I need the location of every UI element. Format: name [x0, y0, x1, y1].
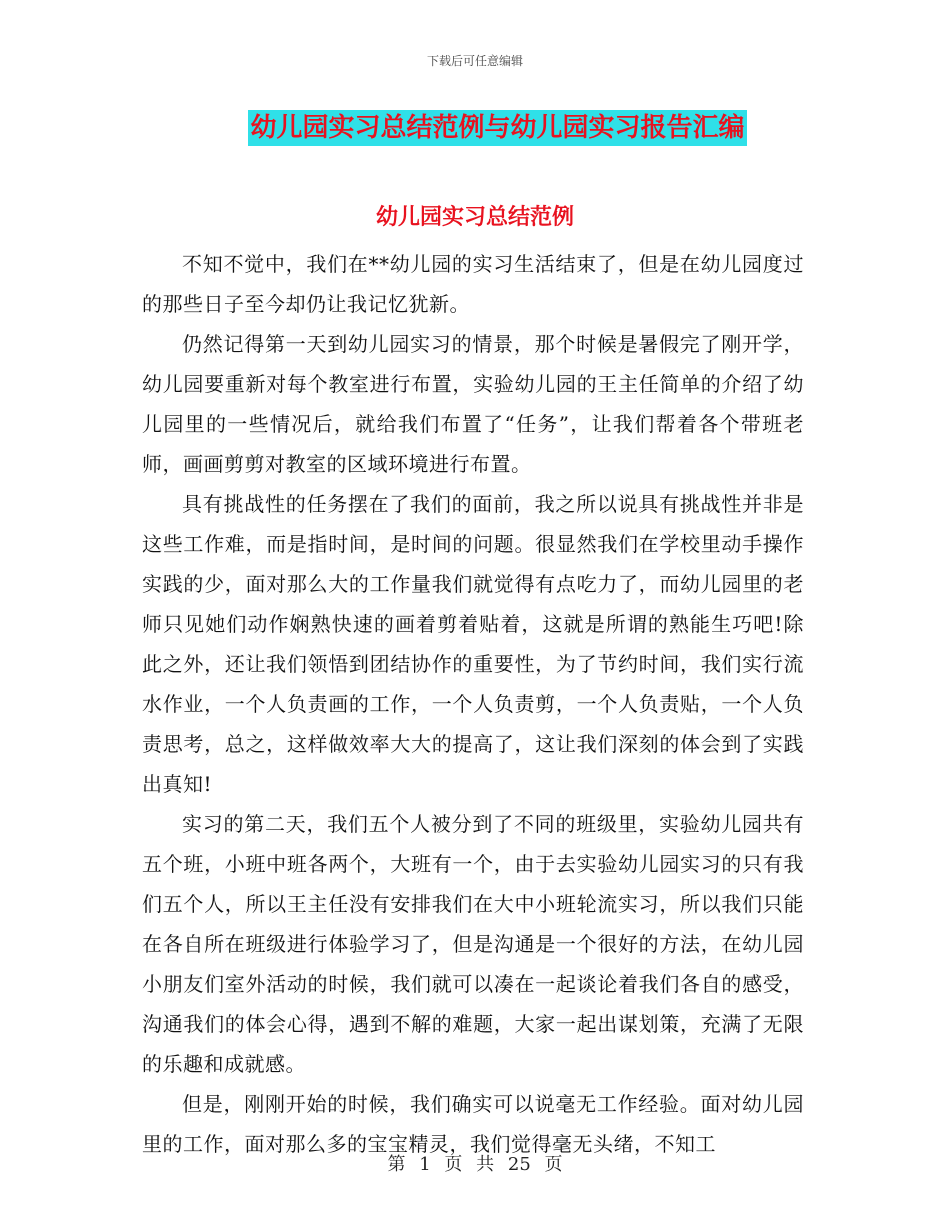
footer-page-suffix: 页	[544, 1154, 563, 1175]
page-footer	[0, 1153, 950, 1177]
footer-page-prefix: 第	[387, 1154, 406, 1175]
paragraph: 不知不觉中，我们在**幼儿园的实习生活结束了，但是在幼儿园度过的那些日子至今却仍让我记忆犹新。	[142, 252, 804, 316]
section-title: 幼儿园实习总结范例	[375, 204, 574, 230]
document-title: 幼儿园实习总结范例与幼儿园实习报告汇编	[248, 110, 746, 146]
page-header-note: 下载后可任意编辑	[426, 54, 523, 68]
document-body	[142, 244, 804, 1164]
footer-total-pages: 25	[507, 1154, 531, 1175]
paragraph: 但是，刚刚开始的时候，我们确实可以说毫无工作经验。面对幼儿园里的工作，面对那么多的宝宝精灵，我们觉得毫无头绪，不知工	[142, 1092, 804, 1156]
document-title-container	[0, 110, 950, 146]
paragraph: 仍然记得第一天到幼儿园实习的情景，那个时候是暑假完了刚开学，幼儿园要重新对每个教室进行布置，实验幼儿园的王主任简单的介绍了幼儿园里的一些情况后，就给我们布置了“任务”，让我们帮着各个带班老师，画画剪剪对教室的区域环境进行布置。	[142, 332, 804, 476]
footer-total-prefix: 共	[476, 1154, 495, 1175]
paragraph: 具有挑战性的任务摆在了我们的面前，我之所以说具有挑战性并非是这些工作难，而是指时间，是时间的问题。很显然我们在学校里动手操作实践的少，面对那么大的工作量我们就觉得有点吃力了，而幼儿园里的老师只见她们动作娴熟快速的画着剪着贴着，这就是所谓的熟能生巧吧!除此之外，还让我们领悟到团结协作的重要性，为了节约时间，我们实行流水作业，一个人负责画的工作，一个人负责剪，一个人负责贴，一个人负责思考，总之，这样做效率大大的提高了，这让我们深刻的体会到了实践出真知!	[142, 492, 804, 796]
footer-page-number: 1	[419, 1154, 431, 1175]
paragraph: 实习的第二天，我们五个人被分到了不同的班级里，实验幼儿园共有五个班，小班中班各两个，大班有一个，由于去实验幼儿园实习的只有我们五个人，所以王主任没有安排我们在大中小班轮流实习，所以我们只能在各自所在班级进行体验学习了，但是沟通是一个很好的方法，在幼儿园小朋友们室外活动的时候，我们就可以凑在一起谈论着我们各自的感受，沟通我们的体会心得，遇到不解的难题，大家一起出谋划策，充满了无限的乐趣和成就感。	[142, 812, 804, 1076]
footer-page-mid: 页	[444, 1154, 463, 1175]
